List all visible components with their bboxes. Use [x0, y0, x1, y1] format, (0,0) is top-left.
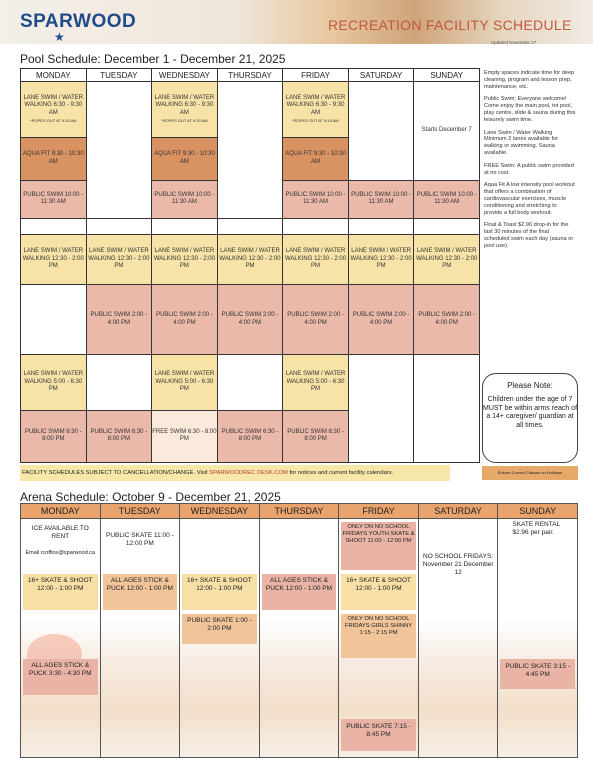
schedule-cell: PUBLIC SWIM 2:00 - 4:00 PM [152, 285, 218, 355]
pool-schedule-title: Pool Schedule: December 1 - December 21, 2025 [20, 52, 286, 66]
schedule-cell: AQUA FIT 9:30 - 10:30 AM [152, 138, 218, 180]
star-icon: ★ [54, 30, 65, 44]
empty-cell [217, 355, 283, 410]
arena-day-header: FRIDAY [339, 504, 419, 519]
schedule-cell: LANE SWIM / WATER WALKING 5:00 - 6:30 PM [21, 355, 87, 410]
please-note-title: Please Note: [507, 381, 553, 390]
schedule-cell: PUBLIC SWIM 6:30 - 8:00 PM [86, 410, 152, 462]
table-row [21, 285, 480, 355]
pool-day-header: SATURDAY [348, 69, 414, 82]
empty-cell [348, 82, 414, 180]
schedule-cell: PUBLIC SWIM 10:00 - 11:30 AM [283, 180, 349, 218]
arena-header-row [21, 504, 578, 519]
schedule-cell: PUBLIC SWIM 10:00 - 11:30 AM [21, 180, 87, 218]
schedule-cell: PUBLIC SWIM 10:00 - 11:30 AM [152, 180, 218, 218]
arena-day-header: SUNDAY [498, 504, 578, 519]
schedule-block: PUBLIC SKATE 11:00 - 12:00 PM [106, 532, 174, 547]
schedule-block: PUBLIC SKATE 7:15 - 8:45 PM [341, 719, 416, 751]
table-row [21, 355, 480, 410]
arena-day-header: MONDAY [21, 504, 101, 519]
schedule-cell: LANE SWIM / WATER WALKING 12:30 - 2:00 PM [283, 234, 349, 284]
schedule-cell: Starts December 7 [414, 82, 480, 180]
arena-day-header: WEDNESDAY [180, 504, 260, 519]
note-text: FREE Swim: A public swim provided at no cost. [484, 162, 574, 176]
arena-column-sunday [498, 519, 578, 758]
pool-day-header: MONDAY [21, 69, 87, 82]
schedule-cell: PUBLIC SWIM 10:00 - 11:30 AM [348, 180, 414, 218]
sparwood-logo: SPARWOOD [20, 11, 137, 32]
schedule-block: ALL AGES STICK & PUCK 3:30 - 4:30 PM [23, 659, 98, 695]
page-title: RECREATION FACILITY SCHEDULE [328, 17, 572, 33]
arena-column-tuesday [100, 519, 180, 758]
schedule-block: 16+ SKATE & SHOOT 12:00 - 1:00 PM [23, 574, 98, 610]
schedule-cell: PUBLIC SWIM 6:30 - 8:00 PM [21, 410, 87, 462]
schedule-cell: LANE SWIM / WATER WALKING 12:30 - 2:00 PM [217, 234, 283, 284]
schedule-cell: LANE SWIM / WATER WALKING 12:30 - 2:00 PM [21, 234, 87, 284]
pool-day-header: TUESDAY [86, 69, 152, 82]
schedule-cell: LANE SWIM / WATER WALKING 12:30 - 2:00 PM [414, 234, 480, 284]
schedule-cell: PUBLIC SWIM 2:00 - 4:00 PM [86, 285, 152, 355]
pool-day-header: WEDNESDAY [152, 69, 218, 82]
schedule-cell: AQUA FIT 9:30 - 10:30 AM [283, 138, 349, 180]
schedule-block: SKATE RENTAL $2.96 per pair. [512, 521, 560, 536]
schedule-cell: LANE SWIM / WATER WALKING 12:30 - 2:00 PM [348, 234, 414, 284]
schedule-block: PUBLIC SKATE 1:00 - 2:00 PM [182, 614, 257, 644]
schedule-block: PUBLIC SKATE 3:15 - 4:45 PM [500, 659, 575, 689]
schedule-block: ALL AGES STICK & PUCK 12:00 - 1:00 PM [103, 574, 178, 610]
updated-date: Updated November 27 [491, 40, 537, 45]
pool-schedule-table [20, 68, 480, 463]
please-note-body: Children under the age of 7 MUST be within arms reach of a 14+ caregiver/ guardian at all times. [483, 396, 578, 429]
schedule-cell: LANE SWIM / WATER WALKING 12:30 - 2:00 PM [152, 234, 218, 284]
pool-header-row [21, 69, 480, 82]
table-row [21, 82, 480, 138]
schedule-cell: PUBLIC SWIM 10:00 - 11:30 AM [414, 180, 480, 218]
schedule-cell: PUBLIC SWIM 2:00 - 4:00 PM [217, 285, 283, 355]
empty-cell [414, 355, 480, 463]
note-text: Public Swim: Everyone welcome! Come enjoy the main pool, tot pool, play centre, slide & sauna during this leisurely swim time. [484, 96, 576, 123]
arena-column-saturday [418, 519, 498, 758]
note-text: Float & Toast $2.90 drop-in for the last 30 minutes of the final scheduled swim each day (sauna or pool use). [484, 222, 574, 249]
note-text: Empty spaces indicate time for deep cleaning, program and lesson prep, maintenance, etc. [484, 70, 575, 90]
arena-day-header: SATURDAY [418, 504, 498, 519]
table-row [21, 234, 480, 284]
note-text: Lane Swim / Water Walking Minimum 2 lanes available for walking or swimming. Sauna available. [484, 129, 558, 156]
schedule-cell: LANE SWIM / WATER WALKING 6:30 - 9:30 AM *ROPES OUT AT 9:15 AM [152, 82, 218, 138]
pool-day-header: FRIDAY [283, 69, 349, 82]
schedule-cell: PUBLIC SWIM 2:00 - 4:00 PM [348, 285, 414, 355]
table-row [21, 218, 480, 234]
schedule-block: ALL AGES STICK & PUCK 12:00 - 1:00 PM [262, 574, 337, 610]
schedule-cell: PUBLIC SWIM 2:00 - 4:00 PM [414, 285, 480, 355]
empty-cell [217, 82, 283, 219]
schedule-cell: LANE SWIM / WATER WALKING 5:00 - 6:30 PM [283, 355, 349, 410]
schedule-cell: LANE SWIM / WATER WALKING 5:00 - 6:30 PM [152, 355, 218, 410]
arena-column-friday [339, 519, 419, 758]
arena-day-header: THURSDAY [259, 504, 339, 519]
schedule-block: 16+ SKATE & SHOOT 12:00 - 1:00 PM [182, 574, 257, 610]
schedule-block: ONLY ON NO SCHOOL FRIDAYS GIRLS SHINNY 1:15 - 2:15 PM [341, 614, 416, 658]
arena-column-monday [21, 519, 101, 758]
arena-schedule-table [20, 503, 578, 758]
pool-notes [484, 70, 576, 256]
schedule-cell: PUBLIC SWIM 2:00 - 4:00 PM [283, 285, 349, 355]
schedule-block: ONLY ON NO SCHOOL FRIDAYS YOUTH SKATE & SHOOT 11:00 - 12:00 PM [341, 522, 416, 570]
please-note-box [482, 373, 578, 463]
schedule-cell: FREE SWIM 6:30 - 8:00 PM [152, 410, 218, 462]
empty-cell [86, 82, 152, 219]
pool-day-header: SUNDAY [414, 69, 480, 82]
empty-cell [86, 355, 152, 410]
website-link[interactable]: SPARWOODREC DESK.COM [209, 470, 288, 476]
schedule-cell: PUBLIC SWIM 6:30 - 8:00 PM [283, 410, 349, 462]
empty-cell [21, 285, 87, 355]
schedule-cell: AQUA FIT 9:30 - 10:30 AM [21, 138, 87, 180]
schedule-cell: LANE SWIM / WATER WALKING 6:30 - 9:30 AM *ROPES OUT AT 9:15 AM [283, 82, 349, 138]
schedule-cell: LANE SWIM / WATER WALKING 6:30 - 9:30 AM *ROPES OUT AT 9:15 AM [21, 82, 87, 138]
arena-body-row [21, 519, 578, 758]
schedule-block: Email rcoffice@sparwood.ca [25, 550, 96, 556]
pool-day-header: THURSDAY [217, 69, 283, 82]
schedule-disclaimer: FACILITY SCHEDULES SUBJECT TO CANCELLATION/CHANGE. Visit SPARWOODREC DESK.COM for notices and current facility calendars. [20, 465, 450, 481]
schedule-cell: PUBLIC SWIM 6:30 - 8:00 PM [217, 410, 283, 462]
schedule-cell: LANE SWIM / WATER WALKING 12:30 - 2:00 PM [86, 234, 152, 284]
empty-cell [348, 355, 414, 463]
holiday-badge: Ensure Correct Classes on Holidays [482, 466, 578, 480]
arena-column-thursday [259, 519, 339, 758]
arena-schedule-title: Arena Schedule: October 9 - December 21, 2025 [20, 490, 281, 504]
schedule-block: NO SCHOOL FRIDAYS: November 21 December 12 [422, 553, 494, 576]
note-text: Aqua Fit A low intensity pool workout that offers a combination of cardiovascular exercises, muscle conditioning and stretching to provide a full body workout. [484, 182, 575, 216]
schedule-block: ICE AVAILABLE TO RENT [31, 525, 89, 540]
arena-day-header: TUESDAY [100, 504, 180, 519]
arena-column-wednesday [180, 519, 260, 758]
schedule-block: 16+ SKATE & SHOOT 12:00 - 1:00 PM [341, 574, 416, 610]
